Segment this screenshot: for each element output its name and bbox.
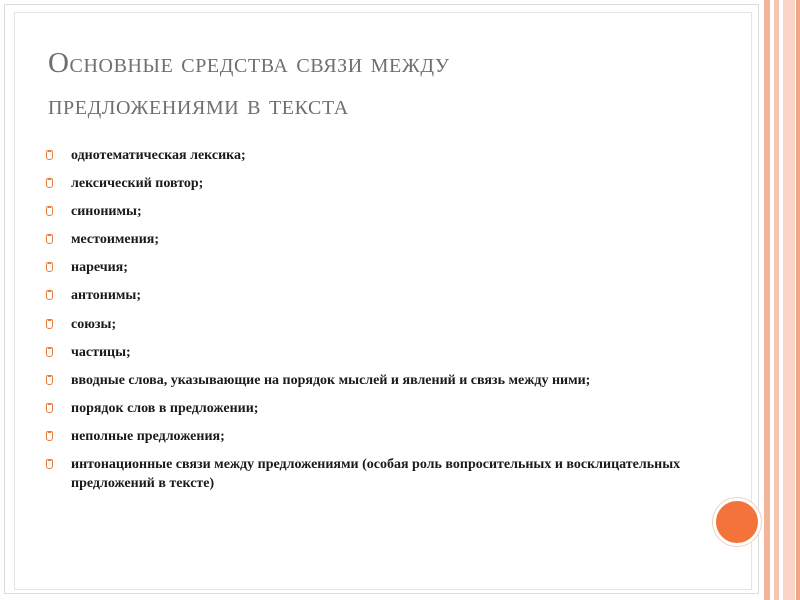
list-item-text: однотематическая лексика; [71,148,246,163]
decorative-stripe [774,0,779,600]
list-item [46,427,696,446]
bullet-square-icon [46,178,53,188]
slide-title [48,42,738,126]
list-item-text: вводные слова, указывающие на порядок мыслей и явлений и связь между ними; [71,372,591,388]
bullet-square-icon [46,206,53,216]
decorative-stripe [783,0,795,600]
list-item-text: частицы; [71,344,131,360]
list-item [46,371,696,390]
list-item-text: порядок слов в предложении; [71,400,259,416]
bullet-square-icon [46,234,53,244]
decorative-circle-icon [713,498,761,546]
list-item-text: союзы; [71,316,117,332]
bullet-square-icon [46,319,53,329]
list-item [46,399,696,418]
bullet-square-icon [46,347,53,357]
list-item [46,315,696,334]
list-item [46,202,696,221]
list-item-text: синонимы; [71,204,142,220]
slide-title-line-2: предложениями в текста [48,89,349,121]
decorative-stripe [764,0,770,600]
list-item [46,146,696,165]
list-item-text: местоимения; [71,232,160,248]
slide-title-line-1: Основные средства связи между [48,47,450,79]
list-item-text: лексический повтор; [71,176,204,192]
list-item-text: неполные предложения; [71,428,225,444]
list-item [46,343,696,362]
list-item [46,174,696,193]
bullet-square-icon [46,262,53,272]
bullet-square-icon [46,375,53,385]
decorative-stripe [796,0,800,600]
bullet-square-icon [46,431,53,441]
bullet-list [46,146,696,502]
list-item [46,455,696,493]
bullet-square-icon [46,290,53,300]
list-item-text: интонационные связи между предложениями (особая роль вопросительных и восклицательных предложений в тексте) [71,457,681,492]
bullet-square-icon [46,150,53,160]
list-item-text: антонимы; [71,288,142,304]
list-item [46,230,696,249]
bullet-square-icon [46,459,53,469]
list-item [46,258,696,277]
list-item-text: наречия; [71,260,128,276]
list-item [46,286,696,305]
bullet-square-icon [46,403,53,413]
